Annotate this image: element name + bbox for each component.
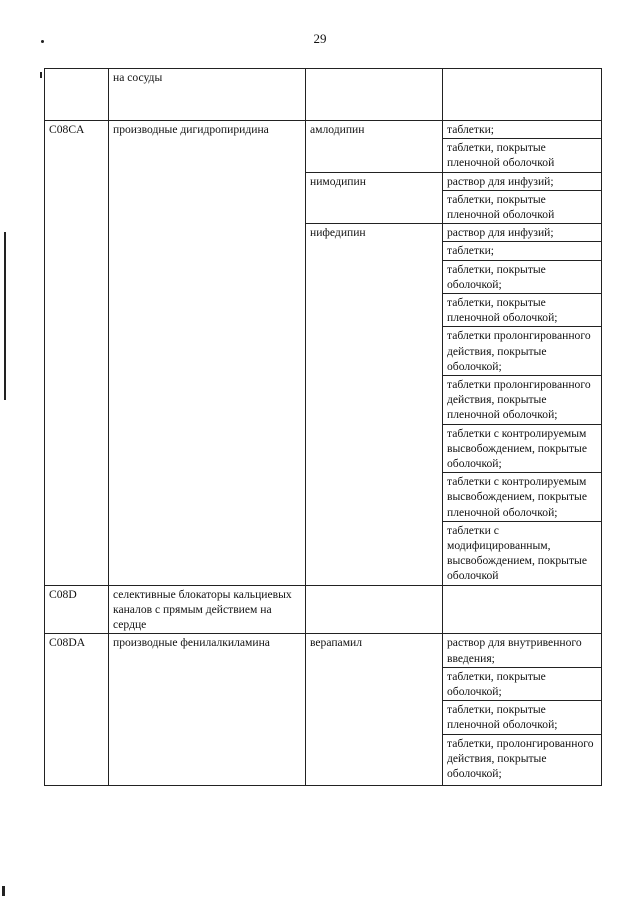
dosage-form-item: таблетки, покрытые оболочкой;: [443, 261, 601, 294]
scan-margin-line: [4, 392, 6, 400]
atc-group-cell: на сосуды: [109, 69, 306, 121]
dosage-form-item: [443, 69, 601, 71]
atc-code-cell: C08CA: [45, 121, 109, 586]
scan-mark: [41, 40, 44, 43]
atc-group-cell: производные дигидропиридина: [109, 121, 306, 586]
table-row: [45, 69, 602, 121]
dosage-form-item: таблетки пролонгированного действия, покрытые пленочной оболочкой;: [443, 376, 601, 425]
dosage-form-item: раствор для инфузий;: [443, 173, 601, 191]
substance-cell: нимодипин: [306, 172, 443, 224]
atc-code-cell: C08D: [45, 585, 109, 634]
dosage-form-item: таблетки, пролонгированного действия, покрытые оболочкой;: [447, 736, 594, 780]
dosage-forms-cell: [443, 121, 602, 173]
dosage-form-item: таблетки;: [443, 242, 601, 260]
substance-cell: [306, 69, 443, 121]
table-row: [45, 634, 602, 786]
scan-mark: [2, 886, 5, 896]
dosage-forms-cell: [443, 172, 602, 224]
dosage-form-item: раствор для внутривенного введения;: [443, 634, 601, 667]
scan-mark: [40, 72, 42, 78]
table-row: [45, 585, 602, 634]
dosage-form-item: таблетки, покрытые пленочной оболочкой: [447, 192, 555, 222]
substance-cell: нифедипин: [306, 224, 443, 585]
dosage-form-item: таблетки, покрытые пленочной оболочкой;: [443, 294, 601, 327]
substance-cell: амлодипин: [306, 121, 443, 173]
dosage-forms-cell: [443, 634, 602, 786]
drug-table-body: [45, 69, 602, 786]
dosage-form-item: таблетки, покрытые пленочной оболочкой;: [443, 701, 601, 734]
dosage-form-item: таблетки, покрытые оболочкой;: [443, 668, 601, 701]
atc-code-cell: [45, 69, 109, 121]
page-number: 29: [313, 31, 327, 46]
dosage-forms-cell: [443, 585, 602, 634]
dosage-form-item: раствор для инфузий;: [443, 224, 601, 242]
substance-cell: верапамил: [306, 634, 443, 786]
dosage-form-item: таблетки с контролируемым высвобождением, покрытые пленочной оболочкой;: [443, 473, 601, 522]
dosage-form-item: таблетки пролонгированного действия, покрытые оболочкой;: [443, 327, 601, 376]
substance-cell: [306, 585, 443, 634]
dosage-forms-cell: [443, 69, 602, 121]
atc-group-cell: производные фенилалкиламина: [109, 634, 306, 786]
dosage-form-item: [443, 586, 601, 588]
dosage-form-item: таблетки;: [443, 121, 601, 139]
table-row: [45, 121, 602, 173]
dosage-forms-cell: [443, 224, 602, 585]
dosage-form-item: таблетки с модифицированным, высвобождением, покрытые оболочкой: [447, 523, 587, 583]
scan-margin-line: [4, 232, 6, 395]
drug-table: [44, 68, 602, 786]
dosage-form-item: таблетки с контролируемым высвобождением, покрытые оболочкой;: [443, 425, 601, 474]
dosage-form-item: таблетки, покрытые пленочной оболочкой: [447, 141, 555, 170]
atc-group-cell: селективные блокаторы кальциевых каналов с прямым действием на сердце: [109, 585, 306, 634]
atc-code-cell: C08DA: [45, 634, 109, 786]
